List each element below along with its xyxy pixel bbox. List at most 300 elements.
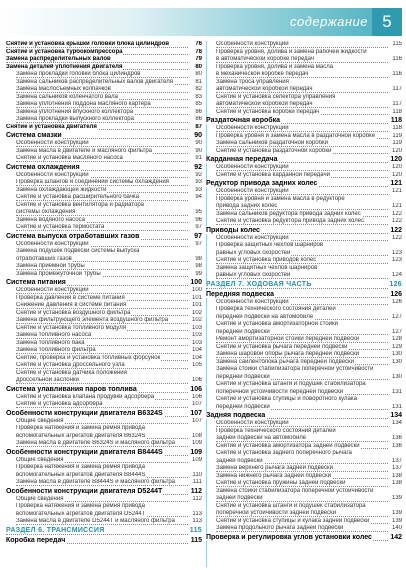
- toc-entry-part: [6, 526, 202, 536]
- toc-entry-page: 121: [391, 203, 402, 209]
- toc-entry-title: Замена охлаждающей жидкости: [16, 186, 107, 193]
- section-title: содержание: [289, 14, 368, 29]
- toc-entry-page: 111: [192, 479, 202, 485]
- toc-entry-title: Приводы колес: [206, 226, 260, 234]
- toc-entry-page: 106: [190, 385, 202, 393]
- toc-entry-page: 109: [191, 456, 202, 463]
- toc-entry-title: Особенности конструкции: [216, 125, 289, 131]
- toc-entry-page: 118: [390, 117, 402, 124]
- toc-entry-sub: [206, 109, 402, 117]
- toc-entry-section: [6, 131, 202, 140]
- toc-entry-sub: [206, 211, 402, 219]
- toc-entry-title: дроссельной заслонки: [16, 377, 79, 383]
- toc-entry-sub: [6, 425, 202, 433]
- toc-entry-sub: [6, 202, 202, 210]
- toc-entry-page: 86: [195, 108, 202, 115]
- toc-entry-title: привода задних колес: [216, 203, 278, 209]
- toc-entry-sub: [206, 428, 402, 436]
- toc-entry-title: задней подвески: [216, 495, 263, 501]
- toc-entry-section: [206, 116, 402, 125]
- toc-entry-sub: [6, 457, 202, 465]
- toc-entry-title: Замена промежуточной трубы: [16, 270, 101, 277]
- toc-entry-title: Снятие и установка воздушного фильтра: [16, 309, 131, 316]
- toc-entry-page: 120: [390, 156, 402, 163]
- toc-entry-title: Особенности конструкции: [216, 41, 289, 47]
- toc-entry-sub: [206, 218, 402, 226]
- toc-entry-title: вспомогательных агрегатов двигателя B8444S: [16, 471, 146, 478]
- toc-entry-sub: [6, 317, 202, 325]
- toc-entry-page: 94: [195, 194, 202, 200]
- toc-entry-page: 122: [391, 218, 402, 224]
- toc-entry-page: 97: [195, 224, 202, 230]
- toc-entry-page: 121: [390, 180, 402, 187]
- toc-entry-page: 126: [390, 290, 402, 298]
- toc-entry-page: 103: [191, 332, 202, 338]
- toc-entry-section: [206, 155, 402, 164]
- toc-entry-title: Снятие и установка вентилятора и радиатора: [16, 201, 144, 208]
- toc-entry-sub: [206, 250, 402, 258]
- toc-entry-section: [6, 536, 202, 545]
- toc-entry-title: вспомогательных агрегатов двигателя D5244T: [16, 510, 146, 517]
- toc-entry-sub: [6, 86, 202, 94]
- toc-entry-sub: [6, 217, 202, 225]
- toc-entry-title: Проверка уровня и замена масла в раздаточной коробке: [216, 132, 376, 139]
- toc-entry-sub: [6, 287, 202, 295]
- toc-entry-title: Замена фильтрующего элемента воздушного фильтра: [16, 317, 169, 323]
- toc-entry-title: Снятие и установка селектора управления: [216, 93, 336, 100]
- toc-entry-page: 120: [391, 147, 402, 154]
- toc-entry-section: [6, 385, 202, 394]
- toc-entry-title: Замена водяного насоса: [16, 216, 85, 223]
- toc-entry-page: 122: [391, 234, 402, 241]
- toc-entry-page: 116: [392, 71, 402, 77]
- toc-entry-sub: [206, 148, 402, 156]
- toc-entry-part: [206, 280, 402, 290]
- toc-entry-section: [6, 487, 202, 496]
- toc-entry-page: 119: [392, 132, 402, 139]
- toc-entry-title: задней подвески: [216, 457, 263, 464]
- toc-entry-title: Система охлаждения: [6, 163, 80, 171]
- toc-entry-title: РАЗДЕЛ 7. ХОДОВАЯ ЧАСТЬ: [206, 280, 312, 288]
- toc-entry-main: [6, 56, 202, 64]
- toc-entry-sub: [206, 510, 402, 518]
- toc-entry-page: 131: [391, 403, 402, 410]
- toc-entry-page: 130: [391, 373, 402, 380]
- toc-entry-sub: [6, 440, 202, 448]
- toc-entry-sub: [6, 248, 202, 256]
- toc-entry-title: Особенности конструкции: [16, 287, 89, 293]
- toc-entry-sub: [6, 101, 202, 109]
- toc-entry-sub: [6, 511, 202, 519]
- toc-entry-title: Система смазки: [6, 132, 62, 139]
- toc-entry-title: Снятие и установка клапана продувки адсорбера: [16, 393, 155, 400]
- toc-entry-title: Замена стойки стабилизатора поперечной устойчивости: [216, 487, 374, 494]
- toc-entry-page: 120: [391, 171, 402, 178]
- toc-entry-title: Особенности конструкции: [216, 188, 289, 194]
- toc-entry-page: 98: [195, 263, 202, 269]
- toc-entry-page: 101: [191, 302, 202, 308]
- toc-entry-title: Особенности конструкции двигателя B6324S: [6, 409, 163, 417]
- toc-entry-sub: [6, 116, 202, 124]
- toc-entry-title: Замена прокладки выпускного коллектора: [16, 116, 134, 122]
- toc-entry-title: Снятие и установка масляного насоса: [16, 155, 123, 161]
- toc-entry-title: отработавших газов: [16, 255, 72, 262]
- toc-entry-sub: [206, 321, 402, 329]
- toc-entry-sub: [206, 351, 402, 359]
- toc-entry-sub: [6, 433, 202, 441]
- toc-entry-sub: [206, 265, 402, 273]
- toc-entry-title: Снятие и установка дроссельного узла: [16, 362, 125, 368]
- toc-entry-page: 140: [391, 525, 402, 531]
- toc-entry-title: системы охлаждения: [16, 209, 76, 215]
- toc-right-column: [206, 41, 402, 542]
- toc-entry-page: 122: [391, 210, 402, 217]
- toc-entry-title: Снятие и установка амортизатора задней подвески: [216, 442, 360, 449]
- toc-entry-title: передней подвески: [216, 328, 270, 335]
- toc-entry-sub: [206, 272, 402, 280]
- toc-entry-sub: [6, 224, 202, 232]
- toc-entry-title: Замена масла в двигателе и масляного фильтра: [16, 147, 152, 154]
- toc-entry-page: 79: [195, 56, 202, 62]
- toc-entry-page: 99: [195, 270, 202, 277]
- toc-entry-title: Проверка защитных чехлов шарниров: [216, 242, 324, 248]
- toc-entry-sub: [6, 418, 202, 426]
- toc-entry-title: Проверка натяжения и замена ремня привода: [16, 464, 146, 470]
- toc-entry-sub: [6, 472, 202, 480]
- toc-entry-title: Замена сальников коленчатого вала: [16, 93, 119, 100]
- toc-entry-sub: [6, 194, 202, 202]
- toc-entry-page: 76: [195, 41, 202, 47]
- toc-entry-title: Замена защитных чехлов шарниров: [216, 264, 318, 271]
- toc-entry-sub: [206, 314, 402, 322]
- toc-entry-page: 91: [195, 155, 202, 161]
- toc-entry-sub: [206, 473, 402, 481]
- toc-entry-page: 100: [191, 287, 202, 293]
- toc-entry-sub: [206, 480, 402, 488]
- toc-entry-title: Замена троса управления: [216, 78, 289, 85]
- toc-entry-page: 117: [392, 101, 402, 107]
- toc-entry-title: Снятие, проверка и установка топливных форсунок: [16, 354, 161, 361]
- toc-entry-title: Замена прокладки головки блока цилиндров: [16, 71, 141, 77]
- toc-entry-page: 83: [195, 93, 202, 100]
- toc-entry-sub: [6, 302, 202, 310]
- toc-entry-title: Карданная передача: [206, 156, 278, 163]
- toc-entry-title: Снятие и установка термостата: [16, 224, 105, 230]
- toc-entry-page: 107: [191, 401, 202, 407]
- toc-entry-sub: [206, 525, 402, 533]
- toc-entry-title: Замена сальников раздаточной коробки: [216, 140, 328, 146]
- toc-entry-title: Проверка натяжения и замена ремня привода: [16, 425, 146, 431]
- toc-entry-sub: [206, 404, 402, 412]
- toc-entry-sub: [6, 496, 202, 504]
- toc-entry-title: Проверка технического состояния деталей: [216, 306, 336, 312]
- toc-entry-page: 138: [391, 480, 402, 486]
- toc-entry-title: Особенности конструкции: [16, 140, 89, 146]
- toc-entry-title: равных угловых скоростей: [216, 272, 291, 278]
- toc-entry-title: передней подвески на автомобиле: [216, 313, 314, 320]
- toc-entry-title: Задняя подвеска: [206, 412, 266, 419]
- toc-entry-title: Снятие и установка раздаточной коробки: [216, 147, 332, 154]
- toc-entry-page: 97: [194, 232, 202, 240]
- toc-entry-title: Снятие и установка крышки головки блока цилиндров: [6, 41, 170, 47]
- toc-entry-sub: [6, 310, 202, 318]
- toc-entry-section: [206, 290, 402, 299]
- toc-entry-title: Особенности конструкции: [216, 420, 289, 426]
- toc-entry-sub: [206, 435, 402, 443]
- toc-entry-sub: [6, 179, 202, 187]
- toc-entry-page: 113: [192, 518, 202, 524]
- toc-entry-page: 120: [391, 164, 402, 170]
- toc-entry-sub: [206, 518, 402, 526]
- toc-entry-sub: [206, 164, 402, 172]
- toc-entry-main: [6, 124, 202, 132]
- toc-entry-page: 110: [192, 471, 202, 478]
- toc-entry-sub: [6, 187, 202, 195]
- toc-entry-page: 98: [195, 255, 202, 262]
- toc-entry-page: 109: [190, 448, 202, 456]
- toc-entry-sub: [6, 140, 202, 148]
- toc-entry-title: Проверка уровня и замена масла в редукторе: [216, 195, 345, 202]
- toc-entry-title: Снятие и установка амортизаторной стойки: [216, 321, 338, 327]
- toc-entry-sub: [206, 71, 402, 79]
- toc-entry-page: 109: [191, 440, 202, 446]
- toc-entry-page: 136: [391, 435, 402, 441]
- toc-entry-title: Особенности конструкции двигателя B8444S: [6, 448, 163, 456]
- toc-entry-title: Замена шаровой опоры рычага передней подвески: [216, 351, 360, 357]
- toc-entry-page: 90: [195, 147, 202, 154]
- toc-entry-title: Снятие и установка редуктора привода задних колес: [216, 218, 365, 224]
- toc-entry-page: 102: [191, 309, 202, 316]
- toc-entry-page: 129: [391, 343, 402, 350]
- toc-entry-title: Особенности конструкции: [216, 298, 289, 305]
- toc-entry-page: 126: [389, 280, 402, 288]
- toc-entry-sub: [206, 381, 402, 389]
- toc-entry-page: 104: [191, 354, 202, 361]
- toc-entry-title: поперечной устойчивости передней подвески: [216, 388, 344, 395]
- toc-entry-title: в автоматической коробке передач: [216, 56, 315, 62]
- toc-entry-title: Замена продольного рычага задней подвески: [216, 525, 344, 531]
- toc-entry-section: [6, 448, 202, 457]
- toc-entry-page: 96: [195, 216, 202, 223]
- toc-entry-page: 107: [190, 409, 202, 417]
- toc-entry-title: Снятие и установка приводов колес: [216, 257, 317, 263]
- toc-entry-page: 92: [195, 171, 202, 178]
- toc-entry-sub: [206, 64, 402, 72]
- toc-entry-section: [206, 226, 402, 235]
- toc-entry-sub: [6, 370, 202, 378]
- toc-entry-page: 101: [191, 294, 202, 301]
- toc-entry-page: 80: [195, 71, 202, 77]
- toc-entry-page: 87: [195, 123, 202, 130]
- toc-entry-title: Снятие и установка датчика положения: [16, 369, 127, 376]
- toc-entry-page: 97: [195, 240, 202, 247]
- toc-entry-title: Замена деталей уплотнения двигателя: [6, 63, 123, 70]
- toc-entry-title: Снижение давления в системе питания: [16, 302, 127, 308]
- toc-entry-title: автоматической коробкой передач: [216, 86, 313, 92]
- toc-entry-sub: [6, 340, 202, 348]
- toc-entry-title: поперечной устойчивости задней подвески: [216, 510, 337, 516]
- toc-entry-title: Замена распределительных валов: [6, 56, 111, 62]
- toc-entry-title: Замена сальников редуктора привода задних колес: [216, 210, 361, 217]
- toc-entry-title: Замена стойки стабилизатора поперечной устойчивости: [216, 366, 374, 372]
- toc-entry-page: 95: [195, 209, 202, 215]
- toc-entry-title: Передняя подвеска: [206, 290, 275, 298]
- toc-entry-page: 106: [191, 377, 202, 383]
- toc-entry-sub: [206, 172, 402, 180]
- toc-entry-title: Снятие и установка ступицы и поворотного кулака: [216, 396, 357, 402]
- toc-entry-sub: [6, 347, 202, 355]
- toc-entry-title: Раздаточная коробка: [206, 117, 280, 124]
- toc-entry-sub: [6, 71, 202, 79]
- toc-entry-sub: [6, 256, 202, 264]
- toc-entry-sub: [206, 443, 402, 451]
- toc-entry-title: Коробка передач: [6, 536, 66, 544]
- toc-entry-title: Замена сайлентблока рычага передней подвески: [216, 358, 355, 365]
- toc-entry-page: 139: [391, 510, 402, 516]
- toc-entry-page: 115: [190, 536, 202, 544]
- toc-entry-page: 131: [391, 388, 402, 395]
- toc-entry-title: Редуктор привода задних колес: [206, 180, 318, 187]
- toc-entry-title: вспомогательных агрегатов двигателя B6324S: [16, 432, 146, 439]
- toc-entry-sub: [206, 458, 402, 466]
- toc-entry-section: [206, 533, 402, 542]
- toc-entry-sub: [6, 479, 202, 487]
- toc-entry-sub: [206, 389, 402, 397]
- toc-entry-page: 127: [391, 328, 402, 335]
- toc-entry-sub: [206, 420, 402, 428]
- toc-entry-sub: [206, 336, 402, 344]
- toc-entry-title: Замена топливного фильтра: [16, 347, 96, 353]
- toc-entry-title: Снятие и установка штанги и подушек стабилизатора: [216, 381, 366, 387]
- toc-entry-page: 103: [191, 339, 202, 346]
- toc-entry-page: 82: [195, 86, 202, 92]
- toc-entry-page: 90: [194, 132, 202, 139]
- toc-entry-title: Проверка натяжения и замена ремня привода: [16, 503, 146, 509]
- toc-entry-sub: [206, 133, 402, 141]
- toc-entry-sub: [6, 464, 202, 472]
- toc-entry-title: Проверка и регулировка углов установки колес: [206, 533, 372, 541]
- toc-entry-sub: [206, 488, 402, 496]
- toc-entry-title: Снятие и установка топливного модуля: [16, 324, 127, 331]
- toc-entry-page: 105: [191, 362, 202, 368]
- toc-entry-page: 117: [392, 86, 402, 92]
- toc-entry-sub: [206, 344, 402, 352]
- toc-entry-sub: [206, 306, 402, 314]
- toc-entry-title: Система питания: [6, 279, 66, 286]
- toc-left-column: [6, 41, 202, 545]
- toc-entry-title: Снятие и установка пружины задней подвески: [216, 480, 346, 486]
- toc-entry-page: 115: [392, 41, 402, 47]
- toc-entry-page: 138: [391, 472, 402, 479]
- toc-entry-sub: [206, 329, 402, 337]
- toc-entry-sub: [206, 495, 402, 503]
- toc-entry-page: 90: [195, 140, 202, 146]
- toc-entry-page: 85: [195, 101, 202, 107]
- toc-entry-sub: [6, 355, 202, 363]
- toc-entry-page: 127: [391, 313, 402, 320]
- toc-entry-sub: [206, 299, 402, 307]
- toc-entry-page: 106: [191, 393, 202, 400]
- toc-entry-title: Снятие и установка двигателя: [6, 123, 97, 130]
- toc-entry-title: Ремонт амортизаторной стойки передней подвески: [216, 336, 360, 342]
- toc-entry-section: [6, 163, 202, 172]
- toc-entry-page: 122: [390, 226, 402, 234]
- toc-entry-title: Проверка уровня, долива и замена масла: [216, 63, 334, 70]
- toc-entry-title: передней подвески: [216, 373, 270, 380]
- toc-entry-page: 139: [391, 495, 402, 501]
- toc-entry-sub: [6, 394, 202, 402]
- toc-entry-page: 93: [195, 186, 202, 193]
- toc-entry-page: 81: [195, 78, 202, 85]
- toc-entry-sub: [6, 295, 202, 303]
- toc-entry-page: 104: [191, 347, 202, 353]
- toc-entry-sub: [206, 41, 402, 49]
- toc-entry-sub: [6, 172, 202, 180]
- toc-entry-sub: [206, 140, 402, 148]
- toc-entry-sub: [206, 188, 402, 196]
- toc-entry-page: 100: [190, 279, 202, 286]
- toc-entry-title: Снятие и установка карданной передачи: [216, 171, 330, 178]
- toc-entry-section: [6, 409, 202, 418]
- toc-entry-main: [6, 41, 202, 49]
- page-number: 5: [372, 8, 402, 36]
- toc-entry-sub: [206, 94, 402, 102]
- toc-entry-title: Замена топливного насоса: [16, 332, 92, 338]
- toc-entry-sub: [206, 257, 402, 265]
- toc-entry-title: Снятие и установка рычага передней подвески: [216, 343, 348, 350]
- toc-entry-title: Общие сведения: [16, 495, 64, 502]
- toc-entry-page: 123: [391, 257, 402, 263]
- toc-entry-sub: [6, 377, 202, 385]
- toc-entry-title: Замена уплотнения поддона масляного картера: [16, 101, 151, 107]
- toc-entry-sub: [6, 401, 202, 409]
- toc-entry-title: Замена сальников распределительных валов двигателя: [16, 78, 174, 85]
- toc-entry-sub: [6, 263, 202, 271]
- toc-entry-page: 128: [391, 336, 402, 342]
- toc-entry-title: в механической коробке передач: [216, 71, 309, 77]
- toc-entry-page: 115: [189, 526, 202, 534]
- toc-entry-title: Замена верхнего рычага задней подвески: [216, 465, 333, 471]
- toc-entry-page: 126: [391, 298, 402, 305]
- toc-entry-title: Снятие и установка турбокомпрессора: [6, 48, 123, 55]
- toc-entry-title: Проверка шлангов и соединений системы охлаждения: [16, 179, 169, 185]
- toc-entry-page: 118: [392, 125, 402, 131]
- toc-entry-sub: [6, 209, 202, 217]
- toc-entry-section: [6, 232, 202, 241]
- toc-entry-page: 80: [195, 63, 202, 70]
- toc-entry-page: 124: [391, 272, 402, 278]
- toc-entry-sub: [6, 518, 202, 526]
- toc-entry-title: Замена топливного бака: [16, 339, 85, 346]
- toc-entry-sub: [6, 109, 202, 117]
- toc-entry-title: Замена уплотнения впускного коллектора: [16, 108, 134, 115]
- toc-entry-page: 139: [391, 517, 402, 524]
- toc-entry-sub: [206, 196, 402, 204]
- toc-entry-title: РАЗДЕЛ 6. ТРАНСМИССИЯ: [6, 526, 105, 534]
- toc-entry-page: 112: [192, 495, 202, 502]
- toc-entry-page: 118: [392, 108, 402, 115]
- toc-entry-title: Система выпуска отработавших газов: [6, 232, 140, 240]
- toc-entry-sub: [206, 86, 402, 94]
- toc-entry-page: 108: [191, 432, 202, 439]
- toc-entry-page: 134: [391, 420, 402, 426]
- toc-entry-title: Замена приемной трубы: [16, 263, 85, 269]
- toc-entry-page: 103: [191, 324, 202, 331]
- toc-entry-sub: [206, 203, 402, 211]
- toc-entry-section: [206, 179, 402, 188]
- toc-entry-page: 137: [391, 465, 402, 471]
- toc-entry-title: Особенности конструкции: [16, 171, 89, 178]
